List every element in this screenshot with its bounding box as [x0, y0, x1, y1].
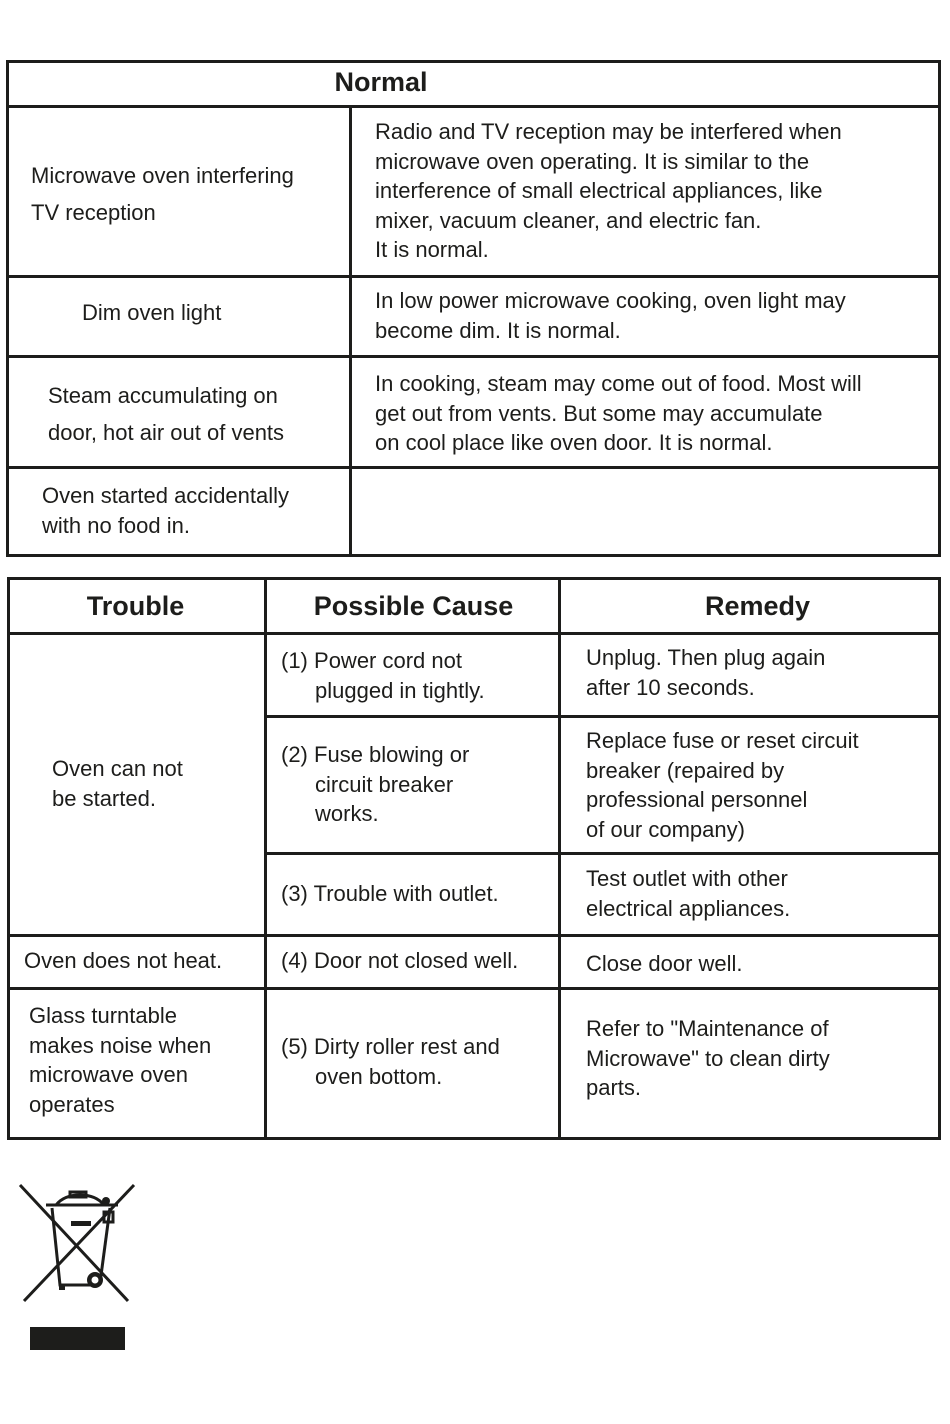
cause-text: Door not closed well. — [314, 948, 519, 973]
trouble-cell: Oven can not be started. — [52, 756, 183, 811]
trouble-column-divider — [558, 577, 561, 1140]
trouble-row-divider — [7, 987, 941, 990]
trouble-row-divider — [264, 852, 941, 855]
remedy-cell: Unplug. Then plug again after 10 seconds. — [586, 645, 826, 700]
cause-text-continued: oven bottom. — [315, 1063, 443, 1089]
cause-text: Power cord not — [314, 648, 462, 673]
trouble-row-divider — [7, 934, 941, 937]
cause-number: (1) — [281, 648, 308, 673]
cause-text-continued: circuit breaker works. — [315, 771, 454, 827]
cause-text: Dirty roller rest and — [314, 1034, 500, 1059]
trouble-cell: Glass turntable makes noise when microwave oven operates — [29, 1003, 212, 1117]
normal-explanation: Radio and TV reception may be interfered when microwave oven operating. It is similar to the interference of small electrical appliances, like mixer, vacuum cleaner, and electric fan. It is normal. — [375, 119, 842, 263]
cause-cell — [281, 946, 518, 976]
trouble-column-divider — [264, 577, 267, 1140]
cause-cell — [281, 879, 499, 909]
trouble-row-divider — [264, 715, 941, 718]
normal-table-title: Normal — [334, 67, 428, 97]
cause-text: Fuse blowing or — [314, 742, 470, 767]
header-possible-cause: Possible Cause — [313, 591, 514, 621]
remedy-cell: Refer to "Maintenance of Microwave" to clean dirty parts. — [586, 1016, 830, 1101]
cause-cell — [281, 740, 469, 829]
cause-text: Trouble with outlet. — [313, 881, 499, 906]
header-trouble: Trouble — [86, 591, 185, 621]
cause-number: (2) — [281, 742, 308, 767]
cause-cell — [281, 646, 485, 705]
remedy-cell: Replace fuse or reset circuit breaker (repaired by professional personnel of our company) — [586, 728, 859, 842]
normal-symptom: Steam accumulating on door, hot air out of vents — [48, 383, 285, 445]
cause-number: (5) — [281, 1034, 308, 1059]
normal-explanation: In low power microwave cooking, oven light may become dim. It is normal. — [375, 288, 846, 343]
cause-text-continued: plugged in tightly. — [315, 677, 485, 703]
crossed-out-wheelie-bin-icon — [18, 1183, 138, 1353]
cause-number: (4) — [281, 948, 308, 973]
normal-column-divider — [349, 105, 352, 557]
cause-number: (3) — [281, 881, 308, 906]
normal-symptom: Microwave oven interfering TV reception — [31, 163, 294, 225]
remedy-cell: Test outlet with other electrical appliances. — [586, 866, 791, 921]
cause-cell — [281, 1032, 500, 1091]
normal-row-divider — [6, 275, 941, 278]
normal-symptom: Oven started accidentally with no food in. — [42, 483, 290, 538]
normal-header-divider — [6, 105, 941, 108]
header-remedy: Remedy — [704, 591, 811, 621]
trouble-header-divider — [7, 632, 941, 635]
normal-row-divider — [6, 466, 941, 469]
normal-explanation: In cooking, steam may come out of food. Most will get out from vents. But some may accumulate on cool place like oven door. It is normal. — [375, 371, 862, 456]
normal-symptom: Dim oven light — [82, 300, 222, 325]
normal-row-divider — [6, 355, 941, 358]
trouble-cell: Oven does not heat. — [24, 948, 223, 973]
remedy-cell: Close door well. — [586, 951, 743, 976]
